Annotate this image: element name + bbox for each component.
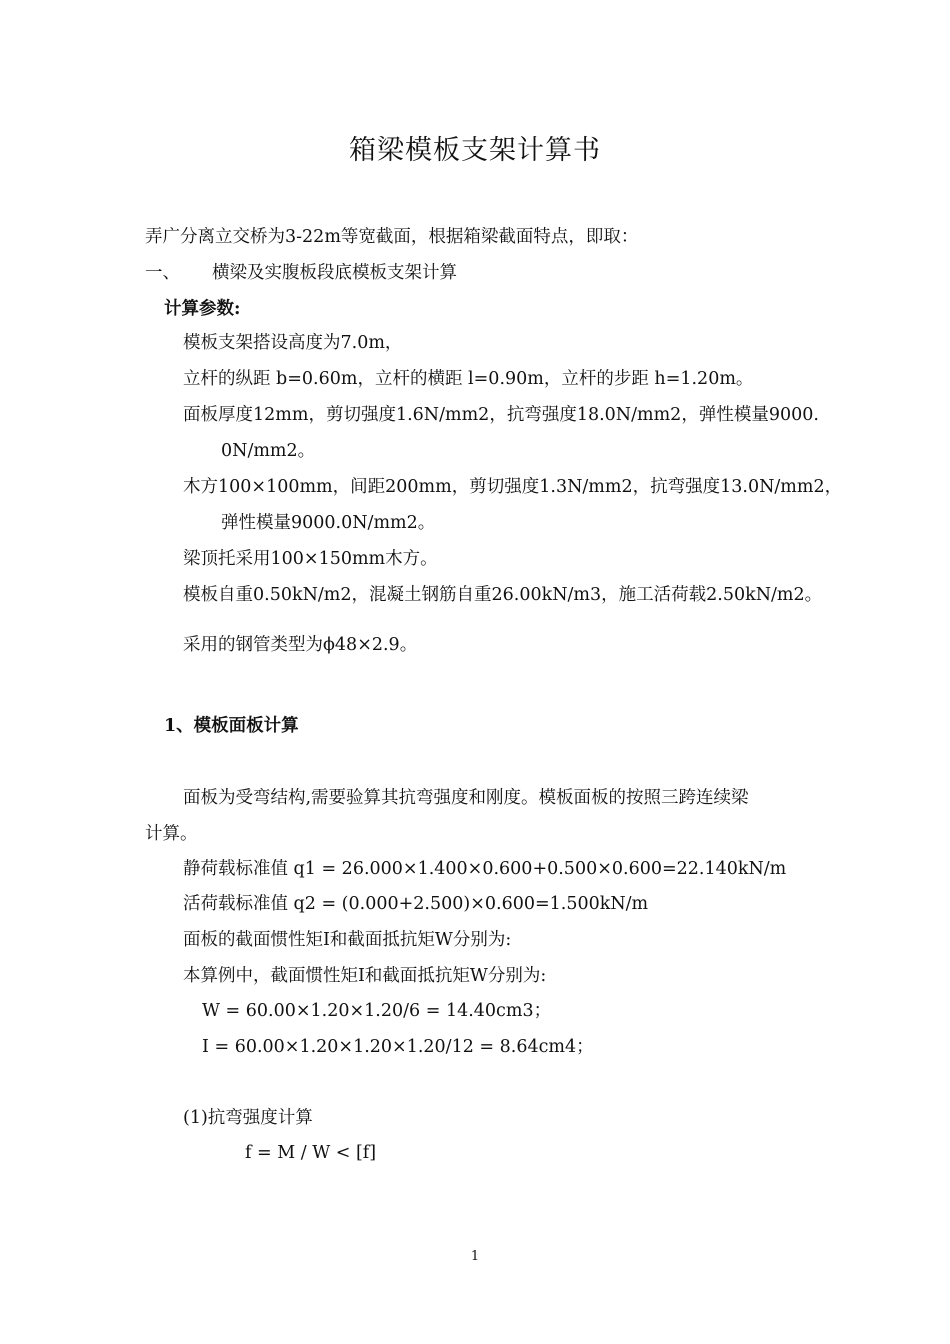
param-line: 模板自重0.50kN/m2，混凝土钢筋自重26.00kN/m3，施工活荷载2.50kN/m2。 [183, 585, 823, 605]
body-line: 静荷载标准值 q1 = 26.000×1.400×0.600+0.500×0.600=22.140kN/m [183, 859, 787, 879]
section1-heading: 1、模板面板计算 [164, 716, 299, 736]
page-number: 1 [470, 1249, 480, 1264]
param-line: 模板支架搭设高度为7.0m， [183, 333, 403, 353]
section-heading: 横梁及实腹板段底模板支架计算 [212, 263, 457, 283]
intro-paragraph: 弄广分离立交桥为3-22m等宽截面，根据箱梁截面特点，即取： [145, 227, 639, 247]
body-line: 面板为受弯结构,需要验算其抗弯强度和刚度。模板面板的按照三跨连续梁 [183, 788, 749, 808]
param-line: 面板厚度12mm，剪切强度1.6N/mm2，抗弯强度18.0N/mm2，弹性模量9000. [183, 405, 819, 425]
document-title: 箱梁模板支架计算书 [349, 135, 601, 166]
param-line-continued: 0N/mm2。 [221, 441, 316, 461]
param-line: 木方100×100mm，间距200mm，剪切强度1.3N/mm2，抗弯强度13.0N/mm2， [183, 477, 843, 497]
param-line-continued: 弹性模量9000.0N/mm2。 [221, 513, 436, 533]
body-line: 面板的截面惯性矩I和截面抵抗矩W分别为: [183, 930, 512, 950]
formula-i: I = 60.00×1.20×1.20×1.20/12 = 8.64cm4； [202, 1037, 594, 1057]
formula-bending: f = M / W < [f] [245, 1143, 377, 1163]
sub-heading: (1)抗弯强度计算 [183, 1108, 313, 1128]
param-line: 梁顶托采用100×150mm木方。 [183, 549, 438, 569]
body-line: 本算例中，截面惯性矩I和截面抵抗矩W分别为: [183, 966, 547, 986]
body-line: 计算。 [145, 824, 198, 844]
formula-w: W = 60.00×1.20×1.20/6 = 14.40cm3； [202, 1001, 552, 1021]
section-number: 一、 [145, 263, 180, 283]
param-line: 立杆的纵距 b=0.60m，立杆的横距 l=0.90m，立杆的步距 h=1.20m。 [183, 369, 754, 389]
param-line: 采用的钢管类型为ϕ48×2.9。 [183, 635, 418, 655]
params-heading: 计算参数: [164, 299, 241, 319]
body-line: 活荷载标准值 q2 = (0.000+2.500)×0.600=1.500kN/m [183, 894, 649, 914]
